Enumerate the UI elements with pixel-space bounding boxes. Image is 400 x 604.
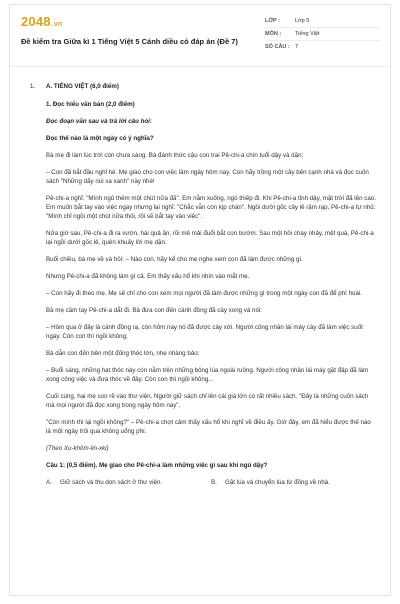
paragraph: – Buổi sáng, những hạt thóc này còn nằm trên những bông lúa ngoài ruộng. Người công nhân lái máy gặt đập đã làm xong công việc và đưa thóc về đây. Còn con thì ngồi không... bbox=[46, 367, 369, 383]
instruction: Đọc đoạn văn sau và trả lời câu hỏi: bbox=[46, 118, 152, 125]
paragraph: Bà mẹ cầm tay Pê-chi-a dắt đi. Bà đưa con đến cánh đồng đã cày xong và nói: bbox=[46, 307, 263, 314]
logo-text: 2048 bbox=[21, 14, 51, 29]
paragraph: – Con đã bắt đầu nghỉ hè. Mẹ giao cho con việc làm ngày hôm nay. Con hãy trồng một cây bên cạnh nhà và đọc cuốn sách "Những dãy núi xa xanh" này nhé! bbox=[46, 169, 369, 185]
answer-option-b[interactable] bbox=[211, 478, 376, 487]
meta-value: Tiếng Việt bbox=[295, 31, 320, 37]
option-text: Giữ sách và thu dọn sách ở thư viện. bbox=[60, 479, 163, 486]
paragraph: Bà dẫn con đến bên một đống thóc lớn, nhẹ nhàng bảo: bbox=[46, 350, 200, 357]
paragraph: – Hôm qua ở đây là cánh đồng rạ, còn hôm nay nó đã được cày xới. Người công nhân lái máy cày đã làm việc suốt ngày. Còn con thì ngồi không. bbox=[46, 324, 363, 340]
meta-value: 7 bbox=[295, 44, 299, 50]
site-logo[interactable] bbox=[21, 15, 251, 32]
section-number: 1. bbox=[30, 83, 36, 90]
meta-key: LỚP : bbox=[265, 18, 280, 24]
answer-options bbox=[46, 478, 376, 487]
paragraph: Nửa giờ sau, Pê-chi-a đi ra vườn, hái quả ăn, rồi mê mải đuổi bắt con bướm. Sau một hồi chạy nhảy, mệt quá, Pê-chi-a lại ngồi dưới gốc lê, quên khuấy lời mẹ dặn. bbox=[46, 230, 374, 246]
option-letter: B. bbox=[211, 479, 217, 486]
meta-table bbox=[265, 15, 380, 58]
paragraph: "Còn mình thì lại ngồi không?" – Pê-chi-a chợt cảm thấy xấu hổ khi nghĩ về điều ấy. Giờ đây, em đã hiểu được thế nào là một ngày trôi qua không uổng phí. bbox=[46, 419, 371, 435]
answer-option-a[interactable] bbox=[46, 478, 211, 487]
meta-value: Lớp 5 bbox=[295, 18, 310, 24]
meta-key: SỐ CÂU : bbox=[265, 44, 290, 50]
section-title: A. TIẾNG VIỆT (6,0 điểm) bbox=[46, 83, 119, 90]
story-title: Đọc thế nào là một ngày có ý nghĩa? bbox=[46, 135, 154, 142]
header-left bbox=[21, 15, 251, 58]
option-letter: A. bbox=[46, 479, 52, 486]
source-citation: (Theo Xu-khôm-lin-xki) bbox=[46, 445, 109, 452]
question: Câu 1: (0,5 điểm). Mẹ giao cho Pê-chi-a làm những việc gì sau khi ngủ dậy? bbox=[46, 462, 268, 469]
document-page bbox=[9, 4, 391, 596]
document-title: Đề kiểm tra Giữa kì 1 Tiếng Việt 5 Cánh diều có đáp án (Đề 7) bbox=[21, 37, 238, 46]
meta-row-class bbox=[265, 15, 380, 28]
document-content bbox=[10, 67, 390, 487]
logo-suffix: .vn bbox=[51, 21, 63, 28]
paragraph: Cuối cùng, hai mẹ con rẽ vào thư viện. Người giữ sách chỉ lên cái giá lớn có rất nhiều sách. "Đây là những cuốn sách mà mọi người đã đọc xong trong ngày hôm nay". bbox=[46, 393, 369, 409]
paragraph: – Con hãy đi theo mẹ. Mẹ sẽ chỉ cho con xem mọi người đã làm được những gì trong một ngày con đã để phí hoài. bbox=[46, 290, 362, 297]
document-header bbox=[10, 5, 390, 67]
meta-key: MÔN : bbox=[265, 31, 282, 37]
subheading: 1. Đọc hiểu văn bản (2,0 điểm) bbox=[46, 101, 135, 108]
paragraph: Bà mẹ đi làm lúc trời còn chưa sáng. Bà đánh thức cậu con trai Pê-chi-a chín tuổi dậy và dặn: bbox=[46, 152, 304, 159]
meta-row-subject bbox=[265, 28, 380, 41]
section-body bbox=[30, 100, 376, 487]
section-heading bbox=[30, 82, 376, 91]
paragraph: Pê-chi-a nghĩ: "Mình ngủ thêm một chút nữa đã". Em nằm xuống, ngủ thiếp đi. Khi Pê-chi-a tỉnh dậy, mặt trời đã lên cao. Em muốn bắt tay vào việc ngay nhưng lại nghĩ: "Chắc vẫn còn kịp chán". Ngồi dưới gốc cây lê rậm rạp, Pê-chi-a tự nhủ: "Mình chỉ ngồi một chút nữa thôi, rồi sẽ bắt tay vào việc". bbox=[46, 195, 376, 220]
meta-row-count bbox=[265, 41, 380, 53]
option-text: Gặt lúa và chuyển lúa từ đồng về nhà. bbox=[225, 479, 330, 486]
paragraph: Nhưng Pê-chi-a đã không làm gì cả. Em thấy xấu hổ khi nhìn vào mắt mẹ. bbox=[46, 273, 250, 280]
paragraph: Buổi chiều, bà mẹ về và hỏi: – Nào con, hãy kể cho mẹ nghe xem con đã làm được những gì. bbox=[46, 256, 303, 263]
